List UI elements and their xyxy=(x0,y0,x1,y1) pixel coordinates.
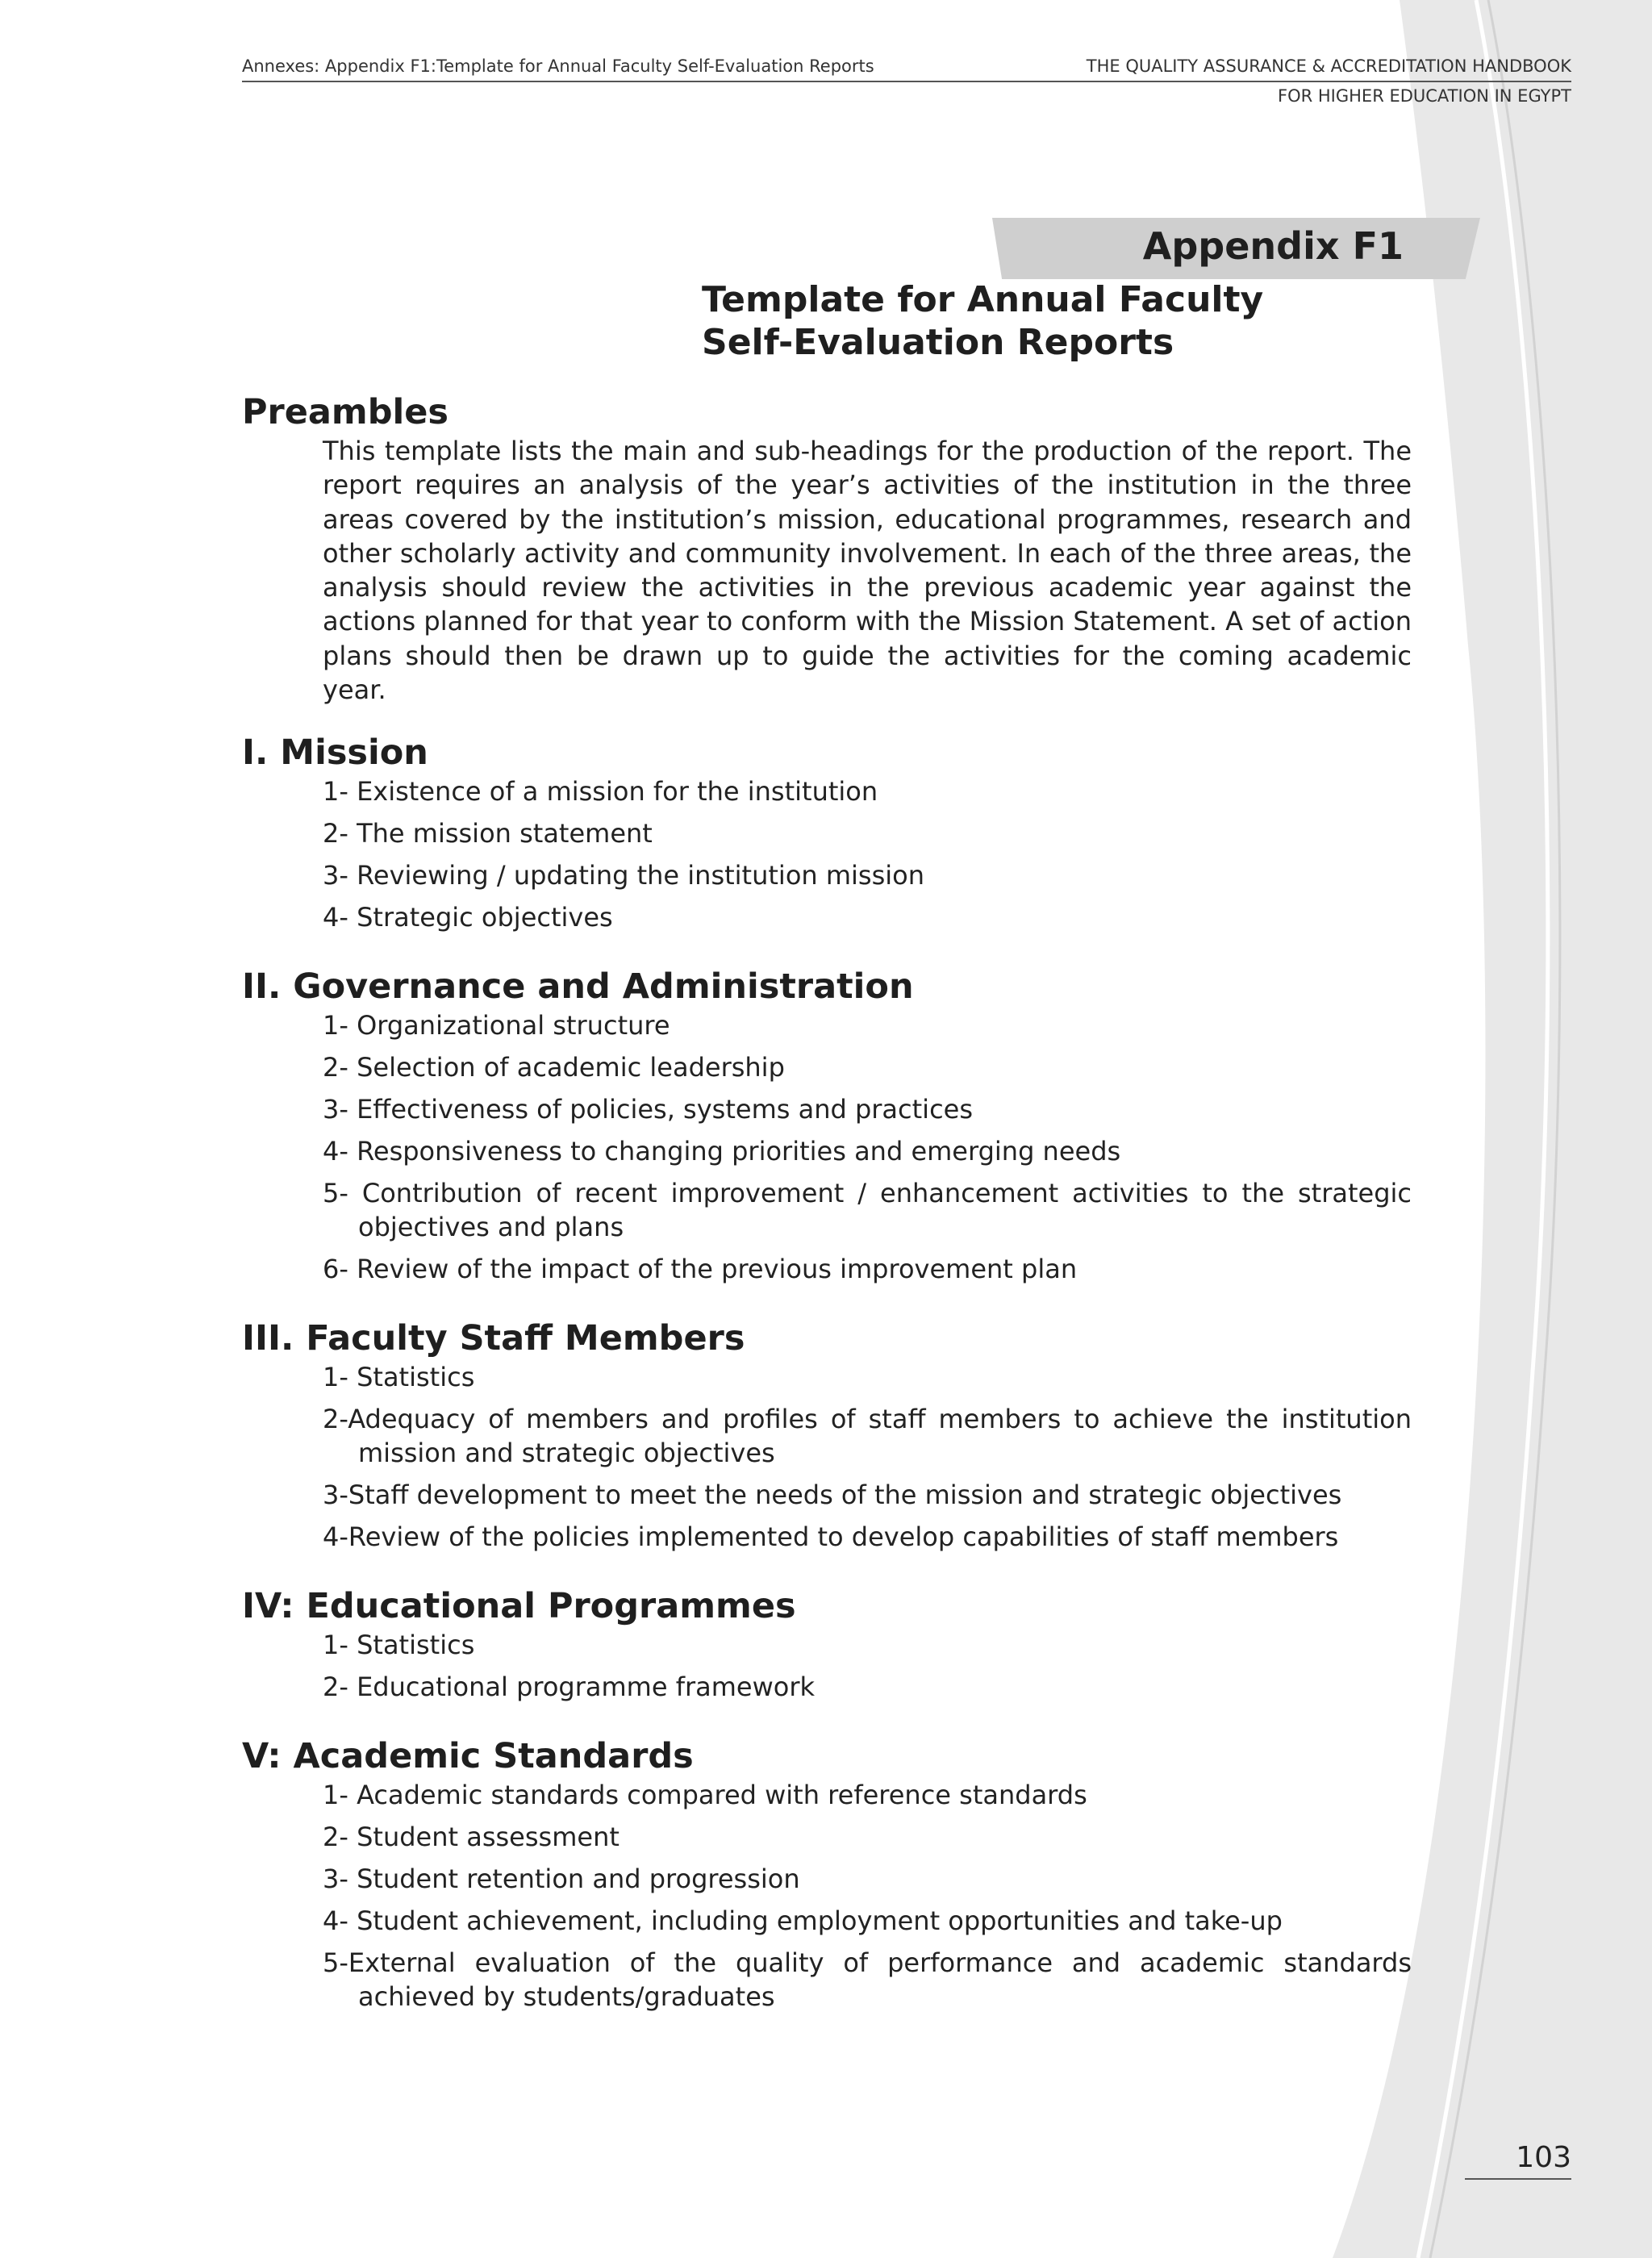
document-body xyxy=(242,390,1412,2022)
section-list-item: 2- Educational programme framework xyxy=(323,1672,816,1703)
title-line-1: Template for Annual Faculty xyxy=(702,279,1264,320)
section-heading: IV: Educational Programmes xyxy=(242,1586,796,1627)
page-number: 103 xyxy=(1516,2141,1571,2174)
section-list-item: 5- Contribution of recent improvement / enhancement activities to the strategic objectives and plans xyxy=(323,1178,1412,1243)
section-list-item: 1- Statistics xyxy=(323,1630,475,1661)
section-spacer xyxy=(242,1562,1412,1584)
section-item-list xyxy=(242,1628,1412,1704)
sections-container xyxy=(242,707,1412,2014)
section-heading: I. Mission xyxy=(242,732,428,774)
preambles-paragraph: This template lists the main and sub-headings for the production of the report. The report requires an analysis of the year’s activities of the institution in the three areas covered by the institution’s mission, educational programmes, research and other scholarly activity and community involvement. In each of the three areas, the analysis should review the activities in the previous academic year against the actions planned for that year to conform with the Mission Statement. A set of action plans should then be drawn up to guide the activities for the coming academic year. xyxy=(323,436,1412,706)
section-list-item: 4- Student achievement, including employment opportunities and take-up xyxy=(323,1905,1283,1937)
section-list-item: 4- Responsiveness to changing priorities and emerging needs xyxy=(323,1136,1121,1167)
section-spacer xyxy=(242,942,1412,965)
section-heading: V: Academic Standards xyxy=(242,1736,694,1777)
section-list-item: 2- Student assessment xyxy=(323,1822,620,1853)
section-list-item: 6- Review of the impact of the previous improvement plan xyxy=(323,1254,1078,1285)
section-list-item: 3- Reviewing / updating the institution mission xyxy=(323,860,924,891)
section-list-item: 5-External evaluation of the quality of performance and academic standards achieved by students/graduates xyxy=(323,1947,1412,2013)
section-spacer xyxy=(242,1294,1412,1317)
section-list-item: 1- Academic standards compared with reference standards xyxy=(323,1780,1087,1811)
section-heading: III. Faculty Staff Members xyxy=(242,1318,745,1359)
running-header-right: THE QUALITY ASSURANCE & ACCREDITATION HANDBOOK xyxy=(1086,56,1571,76)
section-list-item: 2- The mission statement xyxy=(323,818,653,849)
appendix-label: Appendix F1 xyxy=(1142,224,1404,268)
section-item-list xyxy=(242,1778,1412,2014)
running-header-left: Annexes: Appendix F1:Template for Annual Faculty Self-Evaluation Reports xyxy=(242,56,874,76)
section-item-list xyxy=(242,1360,1412,1554)
section-list-item: 2- Selection of academic leadership xyxy=(323,1052,785,1083)
document-title xyxy=(702,278,1263,364)
section-list-item: 1- Organizational structure xyxy=(323,1010,670,1041)
section-heading: II. Governance and Administration xyxy=(242,966,914,1008)
header-rule xyxy=(242,81,1571,82)
section-list-item: 2-Adequacy of members and profiles of staff members to achieve the institution mission and strategic objectives xyxy=(323,1404,1412,1469)
preambles-heading: Preambles xyxy=(242,392,448,432)
section-item-list xyxy=(242,774,1412,934)
section-list-item: 4-Review of the policies implemented to develop capabilities of staff members xyxy=(323,1521,1339,1553)
section-list-item: 4- Strategic objectives xyxy=(323,902,613,933)
section-list-item: 3- Effectiveness of policies, systems and practices xyxy=(323,1094,974,1125)
section-item-list xyxy=(242,1008,1412,1286)
section-list-item: 3-Staff development to meet the needs of the mission and strategic objectives xyxy=(323,1480,1342,1511)
title-line-2: Self-Evaluation Reports xyxy=(702,322,1174,363)
section-list-item: 1- Statistics xyxy=(323,1362,475,1393)
running-header-right-line2: FOR HIGHER EDUCATION IN EGYPT xyxy=(1278,86,1571,106)
page-number-rule xyxy=(1465,2178,1571,2180)
section-list-item: 1- Existence of a mission for the institution xyxy=(323,776,878,808)
section-spacer xyxy=(242,707,1412,731)
section-list-item: 3- Student retention and progression xyxy=(323,1864,800,1895)
section-spacer xyxy=(242,1712,1412,1734)
